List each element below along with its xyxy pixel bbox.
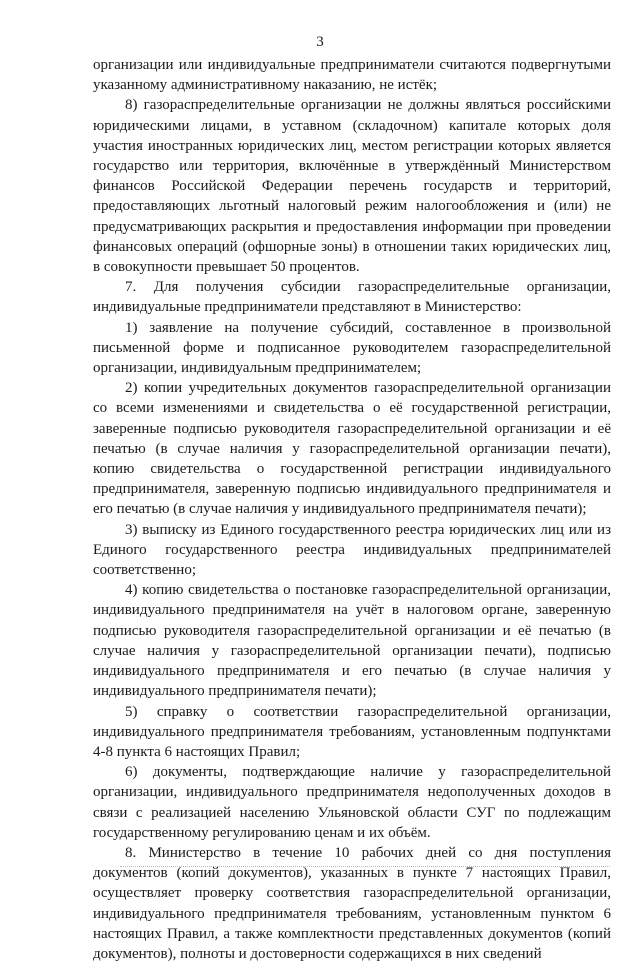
page-number: 3 [316, 34, 324, 50]
document-body [93, 55, 611, 964]
paragraph-item-1-application: 1) заявление на получение субсидий, составленное в произвольной письменной форме и подписанное руководителем газораспределительной организации, индивидуальным предпринимателем; [93, 319, 611, 377]
paragraph-item-3-register-extract: 3) выписку из Единого государственного реестра юридических лиц или из Единого государственного реестра индивидуальных предпринимателей соответственно; [93, 521, 611, 579]
paragraph-item-5-compliance-certificate: 5) справку о соответствии газораспределительной организации, индивидуального предпринимателя требованиям, установленным подпунктами 4-8 пункта 6 настоящих Правил; [93, 703, 611, 760]
scan-artifact-line [120, 866, 610, 867]
paragraph-continuation: организации или индивидуальные предприниматели считаются подвергнутыми указанному административному наказанию, не истёк; [93, 57, 611, 94]
paragraph-item-4-tax-registration: 4) копию свидетельства о постановке газораспределительной организации, индивидуального предпринимателя на учёт в налоговом органе, заверенную подписью руководителя газораспределительной организации и её печатью (в случае наличия у газораспределительной организации печати), подписью индивидуального предпринимателя и его печатью (в случае наличия у индивидуального предпринимателя печати); [93, 582, 611, 700]
paragraph-section-7: 7. Для получения субсидии газораспределительные организации, индивидуальные предприниматели представляют в Министерство: [93, 279, 611, 316]
paragraph-item-2-founding-docs: 2) копии учредительных документов газораспределительной организации со всеми изменениями и свидетельства о её государственной регистрации, заверенные подписью руководителя газораспределительной организации и её печатью (в случае наличия у газораспределительной организации печати), копию свидетельства о государственной регистрации индивидуального предпринимателя, заверенную подписью индивидуального предпринимателя и его печатью (в случае наличия у индивидуального предпринимателя печати); [93, 380, 611, 518]
paragraph-item-8-offshore: 8) газораспределительные организации не должны являться российскими юридическими лицами, в уставном (складочном) капитале которых доля участия иностранных юридических лиц, местом регистрации которых является государство или территория, включённые в утверждённый Министерством финансов Российской Федерации перечень государств и территорий, предоставляющих льготный налоговый режим налогообложения и (или) не предусматривающих раскрытия и предоставления информации при проведении финансовых операций (офшорные зоны) в отношении таких юридических лиц, в совокупности превышает 50 процентов. [93, 97, 611, 276]
paragraph-item-6-lost-income-docs: 6) документы, подтверждающие наличие у газораспределительной организации, индивидуального предпринимателя недополученных доходов в связи с реализацией населению Ульяновской области СУГ по подлежащим государственному регулированию ценам и их объём. [93, 764, 611, 841]
paragraph-section-8: 8. Министерство в течение 10 рабочих дней со дня поступления документов (копий документов), указанных в пункте 7 настоящих Правил, осуществляет проверку соответствия газораспределительной организации, индивидуального предпринимателя требованиям, установленным пунктом 6 настоящих Правил, а также комплектности представленных документов (копий документов), полноты и достоверности содержащихся в них сведений [93, 844, 611, 962]
